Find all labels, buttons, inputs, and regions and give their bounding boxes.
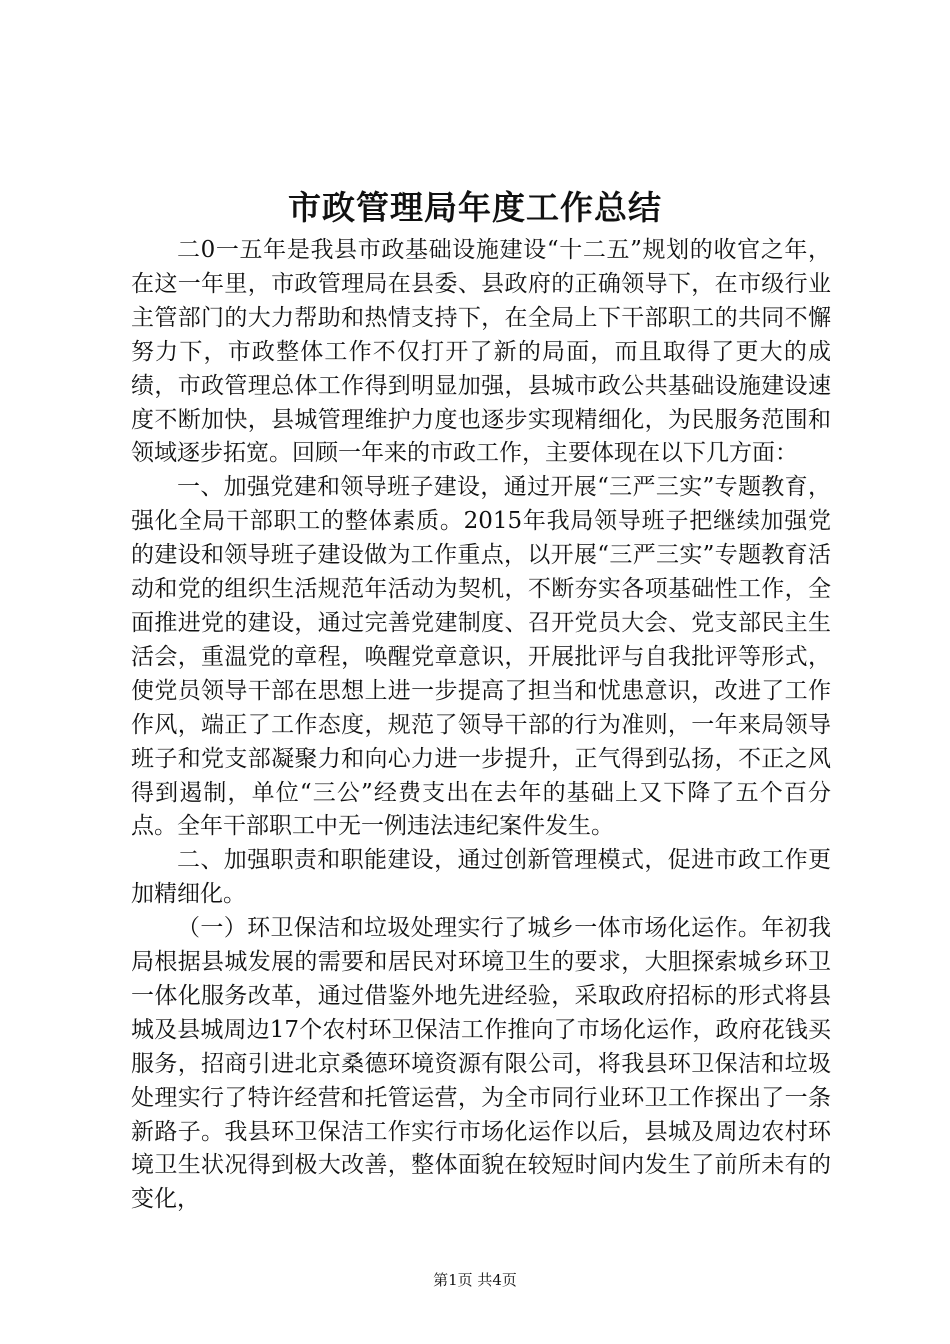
document-body — [131, 234, 831, 1217]
paragraph-intro: 二0一五年是我县市政基础设施建设“十二五”规划的收官之年，在这一年里，市政管理局在县委、县政府的正确领导下，在市级行业主管部门的大力帮助和热情支持下，在全局上下干部职工的共同不懈努力下，市政整体工作不仅打开了新的局面，而且取得了更大的成绩，市政管理总体工作得到明显加强，县城市政公共基础设施建设速度不断加快，县城管理维护力度也逐步实现精细化，为民服务范围和领域逐步拓宽。回顾一年来的市政工作，主要体现在以下几方面： — [131, 237, 831, 467]
document-title: 市政管理局年度工作总结 — [288, 188, 662, 227]
page-number-footer: 第1页 共4页 — [433, 1271, 517, 1289]
paragraph-section-2: 二、加强职责和职能建设，通过创新管理模式，促进市政工作更加精细化。 — [131, 847, 831, 908]
paragraph-section-1: 一、加强党建和领导班子建设，通过开展“三严三实”专题教育，强化全局干部职工的整体素质。2015年我局领导班子把继续加强党的建设和领导班子建设做为工作重点，以开展“三严三实”专题教育活动和党的组织生活规范年活动为契机，不断夯实各项基础性工作，全面推进党的建设，通过完善党建制度、召开党员大会、党支部民主生活会，重温党的章程，唤醒党章意识，开展批评与自我批评等形式，使党员领导干部在思想上进一步提高了担当和忧患意识，改进了工作作风，端正了工作态度，规范了领导干部的行为准则，一年来局领导班子和党支部凝聚力和向心力进一步提升，正气得到弘扬，不正之风得到遏制，单位“三公”经费支出在去年的基础上又下降了五个百分点。全年干部职工中无一例违法违纪案件发生。 — [131, 474, 831, 840]
paragraph-subsection-1: （一）环卫保洁和垃圾处理实行了城乡一体市场化运作。年初我局根据县城发展的需要和居民对环境卫生的要求，大胆探索城乡环卫一体化服务改革，通过借鉴外地先进经验，采取政府招标的形式将县城及县城周边17个农村环卫保洁工作推向了市场化运作，政府花钱买服务，招商引进北京桑德环境资源有限公司，将我县环卫保洁和垃圾处理实行了特许经营和托管运营，为全市同行业环卫工作探出了一条新路子。我县环卫保洁工作实行市场化运作以后，县城及周边农村环境卫生状况得到极大改善，整体面貌在较短时间内发生了前所未有的变化， — [131, 915, 831, 1213]
